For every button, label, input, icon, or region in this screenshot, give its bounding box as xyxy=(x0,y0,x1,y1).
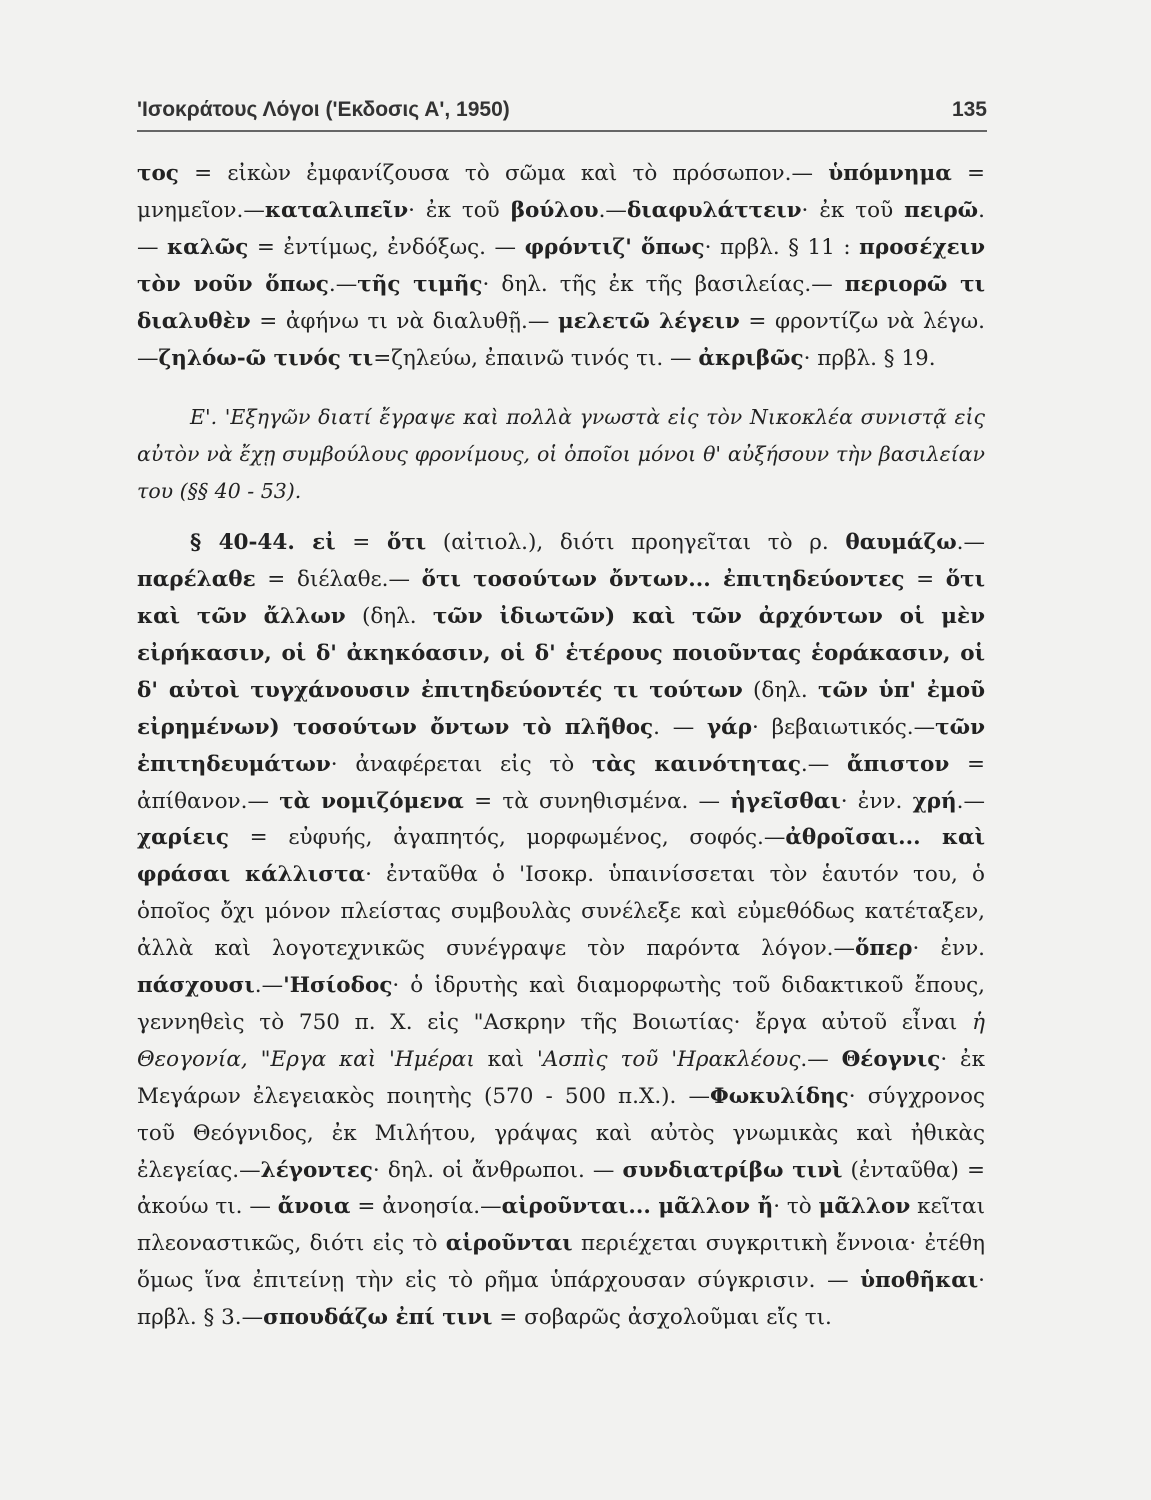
text-run: χρή xyxy=(912,788,957,814)
text-run: ὅπερ xyxy=(855,936,913,962)
text-run: · τὸ xyxy=(773,1194,819,1220)
section-heading-paragraph xyxy=(137,399,985,510)
text-run: βούλου xyxy=(510,197,599,223)
text-run: Φωκυλίδης xyxy=(710,1083,849,1109)
text-run: ἀθροῖσαι... καὶ φράσαι κάλλιστα xyxy=(137,825,986,888)
page-number: 135 xyxy=(951,98,987,121)
text-run: λέγοντες xyxy=(260,1157,373,1183)
text-run: ὑποθῆκαι xyxy=(860,1268,979,1294)
text-run: καταλιπεῖν xyxy=(264,197,409,223)
text-run: = xyxy=(904,567,946,593)
text-run: · ἐνν. xyxy=(840,788,913,814)
text-run: · πρβλ. § 19. xyxy=(803,345,936,371)
text-run: · ἐνν. xyxy=(912,936,985,962)
text-run: 'Ασπὶς τοῦ 'Ηρακλέους xyxy=(536,1046,801,1072)
text-run: · ἐκ τοῦ xyxy=(801,197,905,223)
text-run: · ἐκ τοῦ xyxy=(408,197,511,223)
text-run: = σοβαρῶς ἀσχολοῦμαι εἴς τι. xyxy=(492,1305,832,1331)
text-run: (αἰτιολ.), διότι προηγεῖται τὸ ρ. xyxy=(426,530,846,556)
text-run: Ε'. 'Εξηγῶν διατί ἔγραψε καὶ πολλὰ γνωστὰ εἰς τὸν Νικοκλέα συνιστᾷ εἰς αὐτὸν νὰ ἔχῃ συμβούλους φρονίμους, οἱ ὁποῖοι μόνοι θ' αὐξήσουν τὴν βασιλείαν του (§§ 40 - 53). xyxy=(137,405,985,504)
text-run: 'Ησίοδος xyxy=(283,973,393,999)
text-run: .— xyxy=(800,751,847,777)
text-run: πάσχουσι xyxy=(137,973,255,999)
text-run: = ἀφήνω τι νὰ διαλυθῇ.— xyxy=(250,308,558,334)
text-run: = ἀπίθανον.— xyxy=(137,751,986,814)
text-run: ἀκριβῶς xyxy=(698,345,804,371)
text-run: τῆς τιμῆς xyxy=(357,271,483,297)
page-body xyxy=(137,156,985,1337)
text-run: · πρβλ. § 3.— xyxy=(137,1268,985,1331)
text-run: περιορῶ τι διαλυθὲν xyxy=(137,271,985,334)
text-run: γάρ xyxy=(706,714,752,740)
text-run: .— xyxy=(254,973,284,999)
text-run: · ἐκ Μεγάρων ἐλεγειακὸς ποιητὴς (570 - 500 π.Χ.). — xyxy=(137,1046,986,1109)
running-title: 'Ισοκράτους Λόγοι ('Εκδοσις Α', 1950) xyxy=(137,98,510,121)
text-run: .— xyxy=(956,788,985,814)
text-run: ὅτι τοσούτων ὄντων... ἐπιτηδεύοντες xyxy=(421,567,905,593)
text-run: ὑπόμνημα xyxy=(828,161,952,186)
text-run: = φροντίζω νὰ λέγω.— xyxy=(137,308,985,371)
text-run: · βεβαιωτικός.— xyxy=(752,714,936,740)
text-run: αἱροῦνται... μᾶλλον ἤ xyxy=(501,1194,774,1220)
text-run: αἱροῦνται xyxy=(445,1231,573,1257)
text-run: τὰς καινότητας xyxy=(591,751,801,777)
text-run: =ζηλεύω, ἐπαινῶ τινός τι. — xyxy=(373,345,699,371)
text-run: = xyxy=(335,530,387,556)
text-run: .— xyxy=(328,271,358,297)
text-run: · ἐνταῦθα ὁ 'Ισοκρ. ὑπαινίσσεται τὸν ἑαυτόν του, ὁ ὁποῖος ὄχι μόνον πλείστας συμβουλὰς συνέλεξε καὶ εὐμεθόδως κατέταξεν, ἀλλὰ καὶ λογοτεχνικῶς συνέγραψε τὸν παρόντα λόγον.— xyxy=(137,862,985,962)
text-run: § 40-44. εἰ xyxy=(190,530,336,556)
text-run: · πρβλ. § 11 : xyxy=(704,234,860,260)
text-run: · ἀναφέρεται εἰς τὸ xyxy=(330,751,592,777)
text-run: περιέχεται συγκριτικὴ ἔννοια· ἐτέθη ὅμως ἵνα ἐπιτείνῃ τὴν εἰς τὸ ρῆμα ὑπάρχουσαν σύγκρισιν. — xyxy=(137,1231,986,1294)
text-run: .— xyxy=(956,530,986,556)
text-run: · δηλ. οἱ ἄνθρωποι. — xyxy=(372,1157,623,1183)
text-run: . — xyxy=(653,714,707,740)
text-run: καὶ xyxy=(474,1046,537,1072)
text-run: . — xyxy=(137,197,985,260)
commentary-paragraph-1 xyxy=(137,156,985,377)
text-run: (δηλ. xyxy=(742,677,818,703)
text-run: = διέλαθε.— xyxy=(255,567,422,593)
text-run: = εὐφυής, ἀγαπητός, μορφωμένος, σοφός.— xyxy=(228,825,786,851)
text-run: · ὁ ἱδρυτὴς καὶ διαμορφωτὴς τοῦ διδακτικοῦ ἔπους, γεννηθεὶς τὸ 750 π. Χ. εἰς "Ασκρην τῆς Βοιωτίας· ἔργα αὐτοῦ εἶναι xyxy=(137,973,985,1035)
text-run: διαφυλάττειν xyxy=(626,197,802,223)
text-run: μᾶλλον xyxy=(818,1194,911,1220)
text-run: = μνημεῖον.— xyxy=(137,161,985,223)
text-run: τὰ νομιζόμενα xyxy=(279,788,464,814)
text-run: κεῖται πλεοναστικῶς, διότι εἰς τὸ xyxy=(137,1194,985,1257)
text-run: · δηλ. τῆς ἐκ τῆς βασιλείας.— xyxy=(482,271,845,297)
text-run: θαυμάζω xyxy=(845,530,957,556)
text-run: ὅτι xyxy=(387,530,427,556)
text-run: (ἐνταῦθα) = ἀκούω τι. — xyxy=(137,1157,986,1220)
text-run: τῶν ἐπιτηδευμάτων xyxy=(137,714,985,777)
text-run: = εἰκὼν ἐμφανίζουσα τὸ σῶμα καὶ τὸ πρόσωπον.— xyxy=(178,161,829,186)
text-run: καλῶς xyxy=(167,234,249,260)
text-run: τος xyxy=(137,161,179,186)
text-run: φρόντιζ' ὅπως xyxy=(524,234,705,260)
text-run: ὅτι καὶ τῶν ἄλλων xyxy=(137,567,986,629)
text-run: σπουδάζω ἐπί τινι xyxy=(263,1305,493,1331)
running-header xyxy=(137,98,987,132)
text-run: τῶν ἰδιωτῶν) καὶ τῶν ἀρχόντων οἱ μὲν εἰρήκασιν, οἱ δ' ἀκηκόασιν, οἱ δ' ἑτέρους ποιοῦντας ἑοράκασιν, οἱ δ' αὐτοὶ τυγχάνουσιν ἐπιτηδεύοντές τι τούτων xyxy=(137,603,985,703)
text-run: προσέχειν τὸν νοῦν ὅπως xyxy=(137,234,985,297)
text-run: = ἀνοησία.— xyxy=(350,1194,502,1220)
text-run: ἄπιστον xyxy=(847,751,950,777)
text-run: μελετῶ λέγειν xyxy=(557,308,740,334)
text-run: .— xyxy=(800,1046,842,1072)
text-run: χαρίεις xyxy=(137,825,229,851)
text-run: = τὰ συνηθισμένα. — xyxy=(463,788,731,814)
text-run: πειρῶ xyxy=(904,197,979,223)
text-run: ἡγεῖσθαι xyxy=(730,788,841,814)
text-run: ἡ Θεογονία, "Εργα καὶ 'Ημέραι xyxy=(137,1009,985,1072)
text-run: ζηλόω-ῶ τινός τι xyxy=(158,345,374,371)
text-run: τῶν ὑπ' ἐμοῦ εἰρημένων) τοσούτων ὄντων τὸ πλῆθος xyxy=(137,677,985,740)
text-run: παρέλαθε xyxy=(137,567,256,593)
text-run: · σύγχρονος τοῦ Θεόγνιδος, ἐκ Μιλήτου, γράψας καὶ αὐτὸς γνωμικὰς καὶ ἠθικὰς ἐλεγείας.— xyxy=(137,1083,985,1183)
text-run: (δηλ. xyxy=(345,603,433,629)
text-run: ἄνοια xyxy=(277,1194,351,1220)
text-run: = ἐντίμως, ἐνδόξως. — xyxy=(248,234,525,260)
text-run: συνδιατρίβω τινὶ xyxy=(622,1157,843,1183)
text-run: Θέογνις xyxy=(841,1046,941,1072)
text-run: .— xyxy=(598,197,627,223)
commentary-paragraph-2 xyxy=(137,525,985,1337)
